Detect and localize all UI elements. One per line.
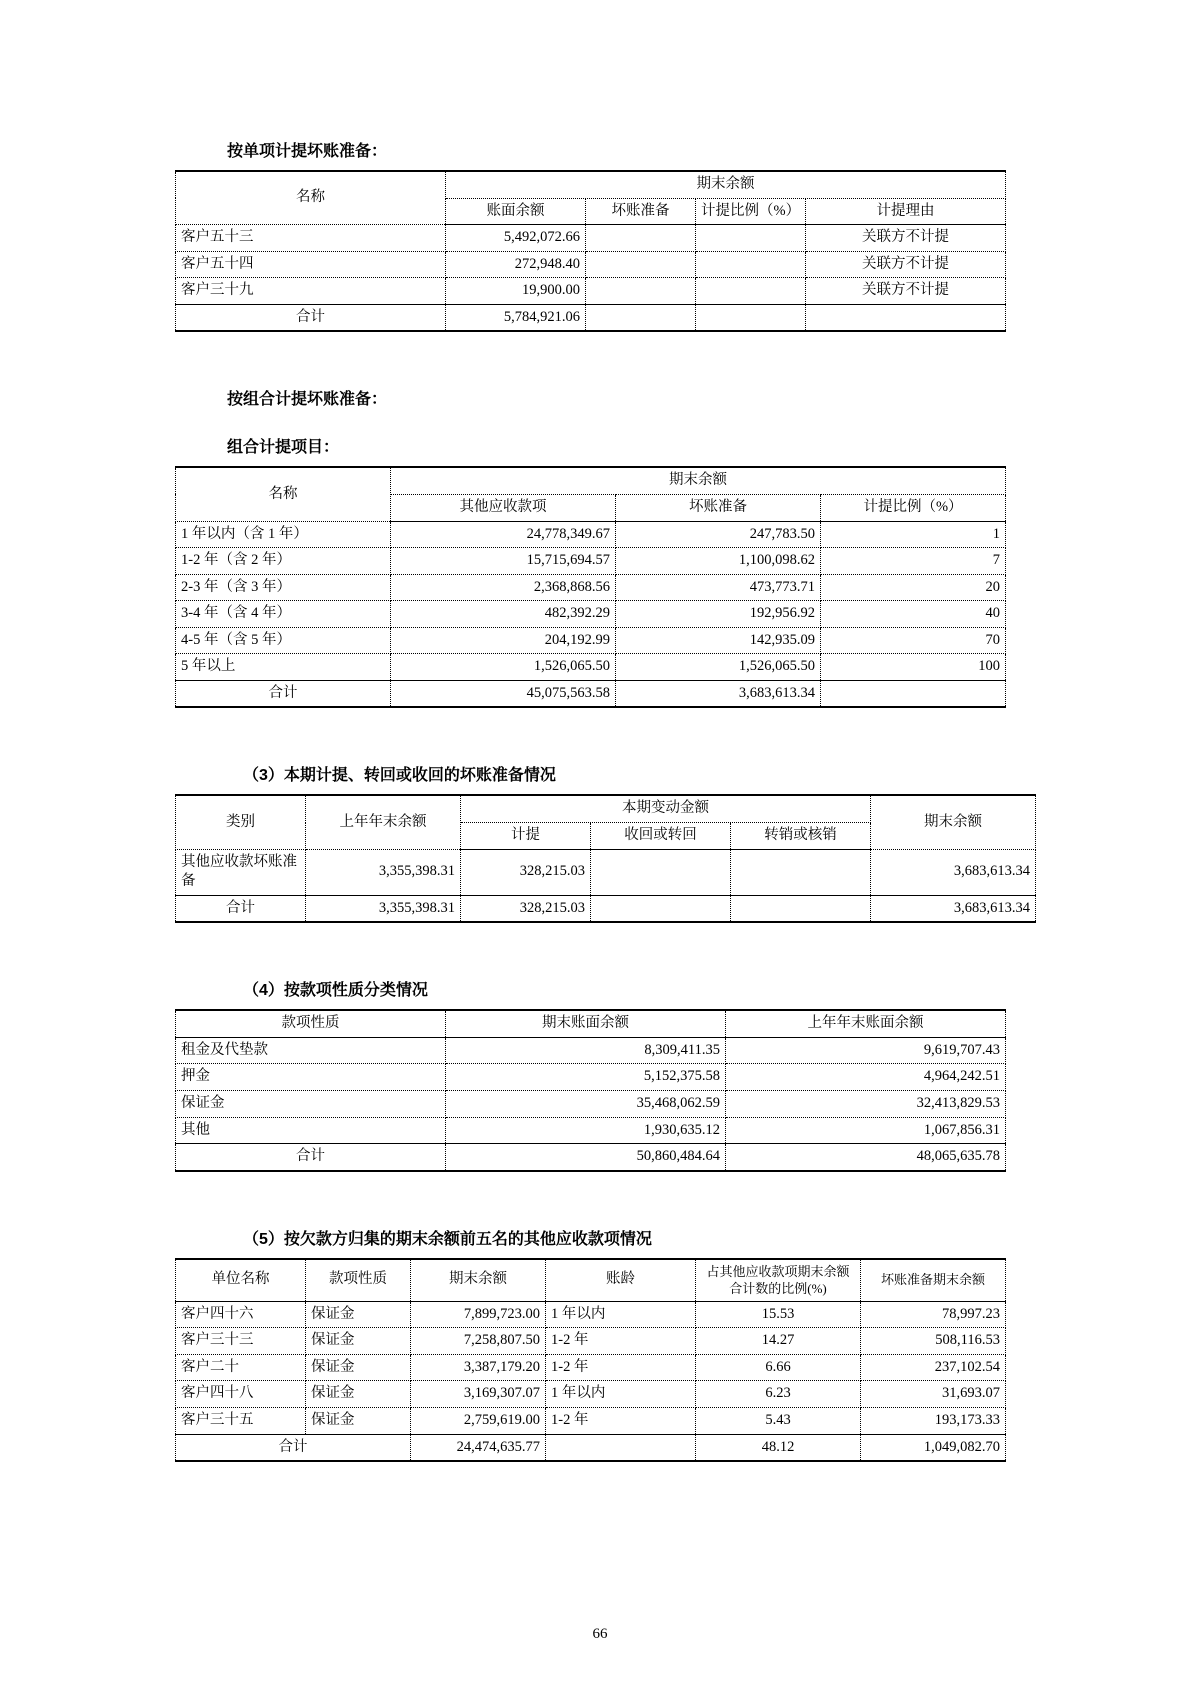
- table-row: [176, 849, 1036, 895]
- table-row: [176, 1381, 1006, 1408]
- col-header-group-period-end: 期末余额: [446, 171, 1006, 198]
- cell-bad-debt-end: 237,102.54: [861, 1354, 1006, 1381]
- table-total-row: [176, 1434, 1006, 1461]
- cell-other-receivable: 15,715,694.57: [391, 548, 616, 575]
- cell-written-off: [731, 849, 871, 895]
- cell-period-end-book: 35,468,062.59: [446, 1090, 726, 1117]
- cell-recovered: [591, 849, 731, 895]
- cell-last-year-end-book: 9,619,707.43: [726, 1037, 1006, 1064]
- table-row: [176, 1407, 1006, 1434]
- cell-total-period-end: 3,683,613.34: [871, 895, 1036, 922]
- cell-last-year-end-book: 1,067,856.31: [726, 1117, 1006, 1144]
- col-header-ratio: 计提比例（%）: [821, 494, 1006, 521]
- cell-nature: 保证金: [306, 1301, 411, 1328]
- cell-period-end: 7,258,807.50: [411, 1328, 546, 1355]
- cell-nature: 租金及代垫款: [176, 1037, 446, 1064]
- col-header-written-off: 转销或核销: [731, 823, 871, 850]
- cell-total-label: 合计: [176, 1144, 446, 1171]
- cell-last-year-end-book: 32,413,829.53: [726, 1090, 1006, 1117]
- cell-unit: 客户四十六: [176, 1301, 306, 1328]
- cell-total-reason: [806, 304, 1006, 331]
- col-header-unit: 单位名称: [176, 1259, 306, 1302]
- cell-ratio: 1: [821, 521, 1006, 548]
- col-header-book-balance: 账面余额: [446, 198, 586, 225]
- table-row: [176, 601, 1006, 628]
- cell-bad-debt: 473,773.71: [616, 574, 821, 601]
- cell-total-period-end-book: 50,860,484.64: [446, 1144, 726, 1171]
- col-header-name: 名称: [176, 171, 446, 225]
- cell-book-balance: 19,900.00: [446, 278, 586, 305]
- cell-last-year-end: 3,355,398.31: [306, 849, 461, 895]
- cell-percent: 14.27: [696, 1328, 861, 1355]
- table-total-row: [176, 304, 1006, 331]
- col-header-bad-debt-end: 坏账准备期末余额: [861, 1259, 1006, 1302]
- table-row: [176, 1354, 1006, 1381]
- cell-total-ratio: [821, 680, 1006, 707]
- col-header-other-receivable: 其他应收款项: [391, 494, 616, 521]
- table-top-five-debtors: [175, 1258, 1006, 1462]
- spacer: [175, 708, 1025, 764]
- table-single-provision: [175, 170, 1006, 332]
- cell-name: 客户三十九: [176, 278, 446, 305]
- section-title-3: （3）本期计提、转回或收回的坏账准备情况: [243, 767, 556, 785]
- table-row: [176, 521, 1006, 548]
- cell-bad-debt-end: 31,693.07: [861, 1381, 1006, 1408]
- cell-total-aging: [546, 1434, 696, 1461]
- col-header-percent: 占其他应收款项期末余额合计数的比例(%): [696, 1259, 861, 1302]
- table-row: [176, 548, 1006, 575]
- table-row: [176, 1301, 1006, 1328]
- cell-nature: 保证金: [306, 1328, 411, 1355]
- cell-aging: 4-5 年（含 5 年）: [176, 627, 391, 654]
- cell-total-last-year-end-book: 48,065,635.78: [726, 1144, 1006, 1171]
- col-header-ratio: 计提比例（%）: [696, 198, 806, 225]
- cell-period-end-book: 8,309,411.35: [446, 1037, 726, 1064]
- cell-aging: 1-2 年: [546, 1354, 696, 1381]
- cell-bad-debt: 247,783.50: [616, 521, 821, 548]
- cell-other-receivable: 482,392.29: [391, 601, 616, 628]
- col-header-provision: 计提: [461, 823, 591, 850]
- cell-aging: 1 年以内: [546, 1301, 696, 1328]
- table-row: [176, 1090, 1006, 1117]
- table-row: [176, 225, 1006, 252]
- cell-reason: 关联方不计提: [806, 251, 1006, 278]
- table-provision-movement: [175, 794, 1036, 923]
- cell-ratio: [696, 251, 806, 278]
- cell-period-end: 2,759,619.00: [411, 1407, 546, 1434]
- col-header-nature: 款项性质: [176, 1010, 446, 1037]
- col-header-recovered: 收回或转回: [591, 823, 731, 850]
- cell-nature: 保证金: [306, 1407, 411, 1434]
- cell-other-receivable: 204,192.99: [391, 627, 616, 654]
- table-row: [176, 574, 1006, 601]
- spacer: [175, 1172, 1025, 1228]
- table-by-nature: [175, 1009, 1006, 1171]
- cell-total-bad-debt-end: 1,049,082.70: [861, 1434, 1006, 1461]
- table-total-row: [176, 680, 1006, 707]
- cell-reason: 关联方不计提: [806, 278, 1006, 305]
- cell-total-recovered: [591, 895, 731, 922]
- cell-nature: 押金: [176, 1064, 446, 1091]
- cell-total-period-end: 24,474,635.77: [411, 1434, 546, 1461]
- cell-nature: 保证金: [306, 1381, 411, 1408]
- section-subtitle-group-items: 组合计提项目：: [227, 439, 340, 457]
- cell-total-written-off: [731, 895, 871, 922]
- col-header-bad-debt: 坏账准备: [586, 198, 696, 225]
- cell-bad-debt-end: 193,173.33: [861, 1407, 1006, 1434]
- cell-percent: 6.23: [696, 1381, 861, 1408]
- cell-percent: 6.66: [696, 1354, 861, 1381]
- cell-aging: 1 年以内（含 1 年）: [176, 521, 391, 548]
- cell-bad-debt: 192,956.92: [616, 601, 821, 628]
- table-row: [176, 1117, 1006, 1144]
- cell-other-receivable: 1,526,065.50: [391, 654, 616, 681]
- cell-total-bad-debt: [586, 304, 696, 331]
- cell-period-end-book: 1,930,635.12: [446, 1117, 726, 1144]
- table-row: [176, 1328, 1006, 1355]
- cell-other-receivable: 24,778,349.67: [391, 521, 616, 548]
- cell-name: 客户五十三: [176, 225, 446, 252]
- cell-aging: 2-3 年（含 3 年）: [176, 574, 391, 601]
- cell-book-balance: 5,492,072.66: [446, 225, 586, 252]
- table-row: [176, 1064, 1006, 1091]
- cell-bad-debt: 1,100,098.62: [616, 548, 821, 575]
- cell-aging: 3-4 年（含 4 年）: [176, 601, 391, 628]
- table-total-row: [176, 895, 1036, 922]
- cell-bad-debt: [586, 251, 696, 278]
- cell-total-provision: 328,215.03: [461, 895, 591, 922]
- cell-unit: 客户三十五: [176, 1407, 306, 1434]
- section-title-group-provision: 按组合计提坏账准备：: [227, 391, 388, 409]
- table-row: [176, 654, 1006, 681]
- cell-bad-debt: 1,526,065.50: [616, 654, 821, 681]
- cell-ratio: 40: [821, 601, 1006, 628]
- cell-period-end-book: 5,152,375.58: [446, 1064, 726, 1091]
- cell-total-label: 合计: [176, 1434, 411, 1461]
- cell-bad-debt-end: 78,997.23: [861, 1301, 1006, 1328]
- table-row: [176, 278, 1006, 305]
- cell-percent: 15.53: [696, 1301, 861, 1328]
- cell-bad-debt: [586, 225, 696, 252]
- col-header-name: 名称: [176, 467, 391, 521]
- col-header-period-end: 期末余额: [411, 1259, 546, 1302]
- col-header-nature: 款项性质: [306, 1259, 411, 1302]
- cell-bad-debt: 142,935.09: [616, 627, 821, 654]
- cell-unit: 客户二十: [176, 1354, 306, 1381]
- cell-unit: 客户三十三: [176, 1328, 306, 1355]
- cell-other-receivable: 2,368,868.56: [391, 574, 616, 601]
- cell-total-book-balance: 5,784,921.06: [446, 304, 586, 331]
- cell-total-bad-debt: 3,683,613.34: [616, 680, 821, 707]
- spacer: [175, 332, 1025, 388]
- col-header-period-end-book: 期末账面余额: [446, 1010, 726, 1037]
- cell-aging: 1-2 年（含 2 年）: [176, 548, 391, 575]
- section-title-5: （5）按欠款方归集的期末余额前五名的其他应收款项情况: [243, 1230, 652, 1248]
- col-header-bad-debt: 坏账准备: [616, 494, 821, 521]
- section-title-single-provision: 按单项计提坏账准备：: [227, 143, 388, 160]
- cell-period-end: 3,387,179.20: [411, 1354, 546, 1381]
- table-row: [176, 251, 1006, 278]
- cell-bad-debt-end: 508,116.53: [861, 1328, 1006, 1355]
- cell-name: 客户五十四: [176, 251, 446, 278]
- cell-total-label: 合计: [176, 895, 306, 922]
- cell-aging: 1-2 年: [546, 1407, 696, 1434]
- cell-unit: 客户四十八: [176, 1381, 306, 1408]
- section-title-4: （4）按款项性质分类情况: [243, 982, 428, 1000]
- cell-total-ratio: [696, 304, 806, 331]
- cell-nature: 其他: [176, 1117, 446, 1144]
- table-group-provision: [175, 466, 1006, 708]
- cell-book-balance: 272,948.40: [446, 251, 586, 278]
- spacer: [175, 923, 1025, 979]
- col-header-reason: 计提理由: [806, 198, 1006, 225]
- cell-ratio: 20: [821, 574, 1006, 601]
- col-header-last-year-end-book: 上年年末账面余额: [726, 1010, 1006, 1037]
- cell-bad-debt: [586, 278, 696, 305]
- cell-last-year-end-book: 4,964,242.51: [726, 1064, 1006, 1091]
- cell-aging: 5 年以上: [176, 654, 391, 681]
- cell-percent: 5.43: [696, 1407, 861, 1434]
- cell-period-end: 3,169,307.07: [411, 1381, 546, 1408]
- cell-total-label: 合计: [176, 680, 391, 707]
- cell-nature: 保证金: [176, 1090, 446, 1117]
- cell-ratio: [696, 225, 806, 252]
- cell-category: 其他应收款坏账准备: [176, 849, 306, 895]
- col-header-category: 类别: [176, 795, 306, 849]
- table-row: [176, 1037, 1006, 1064]
- cell-period-end: 7,899,723.00: [411, 1301, 546, 1328]
- cell-period-end: 3,683,613.34: [871, 849, 1036, 895]
- col-header-group-period-end: 期末余额: [391, 467, 1006, 494]
- page-number: 66: [592, 1626, 608, 1642]
- cell-provision: 328,215.03: [461, 849, 591, 895]
- cell-aging: 1-2 年: [546, 1328, 696, 1355]
- cell-reason: 关联方不计提: [806, 225, 1006, 252]
- cell-total-percent: 48.12: [696, 1434, 861, 1461]
- col-header-last-year-end: 上年年末余额: [306, 795, 461, 849]
- spacer: [175, 418, 1025, 436]
- table-total-row: [176, 1144, 1006, 1171]
- table-row: [176, 627, 1006, 654]
- cell-ratio: 70: [821, 627, 1006, 654]
- col-header-aging: 账龄: [546, 1259, 696, 1302]
- cell-aging: 1 年以内: [546, 1381, 696, 1408]
- cell-total-label: 合计: [176, 304, 446, 331]
- cell-total-last-year-end: 3,355,398.31: [306, 895, 461, 922]
- cell-total-other-receivable: 45,075,563.58: [391, 680, 616, 707]
- cell-ratio: 100: [821, 654, 1006, 681]
- col-header-change-group: 本期变动金额: [461, 795, 871, 822]
- col-header-period-end: 期末余额: [871, 795, 1036, 849]
- cell-ratio: 7: [821, 548, 1006, 575]
- cell-ratio: [696, 278, 806, 305]
- cell-nature: 保证金: [306, 1354, 411, 1381]
